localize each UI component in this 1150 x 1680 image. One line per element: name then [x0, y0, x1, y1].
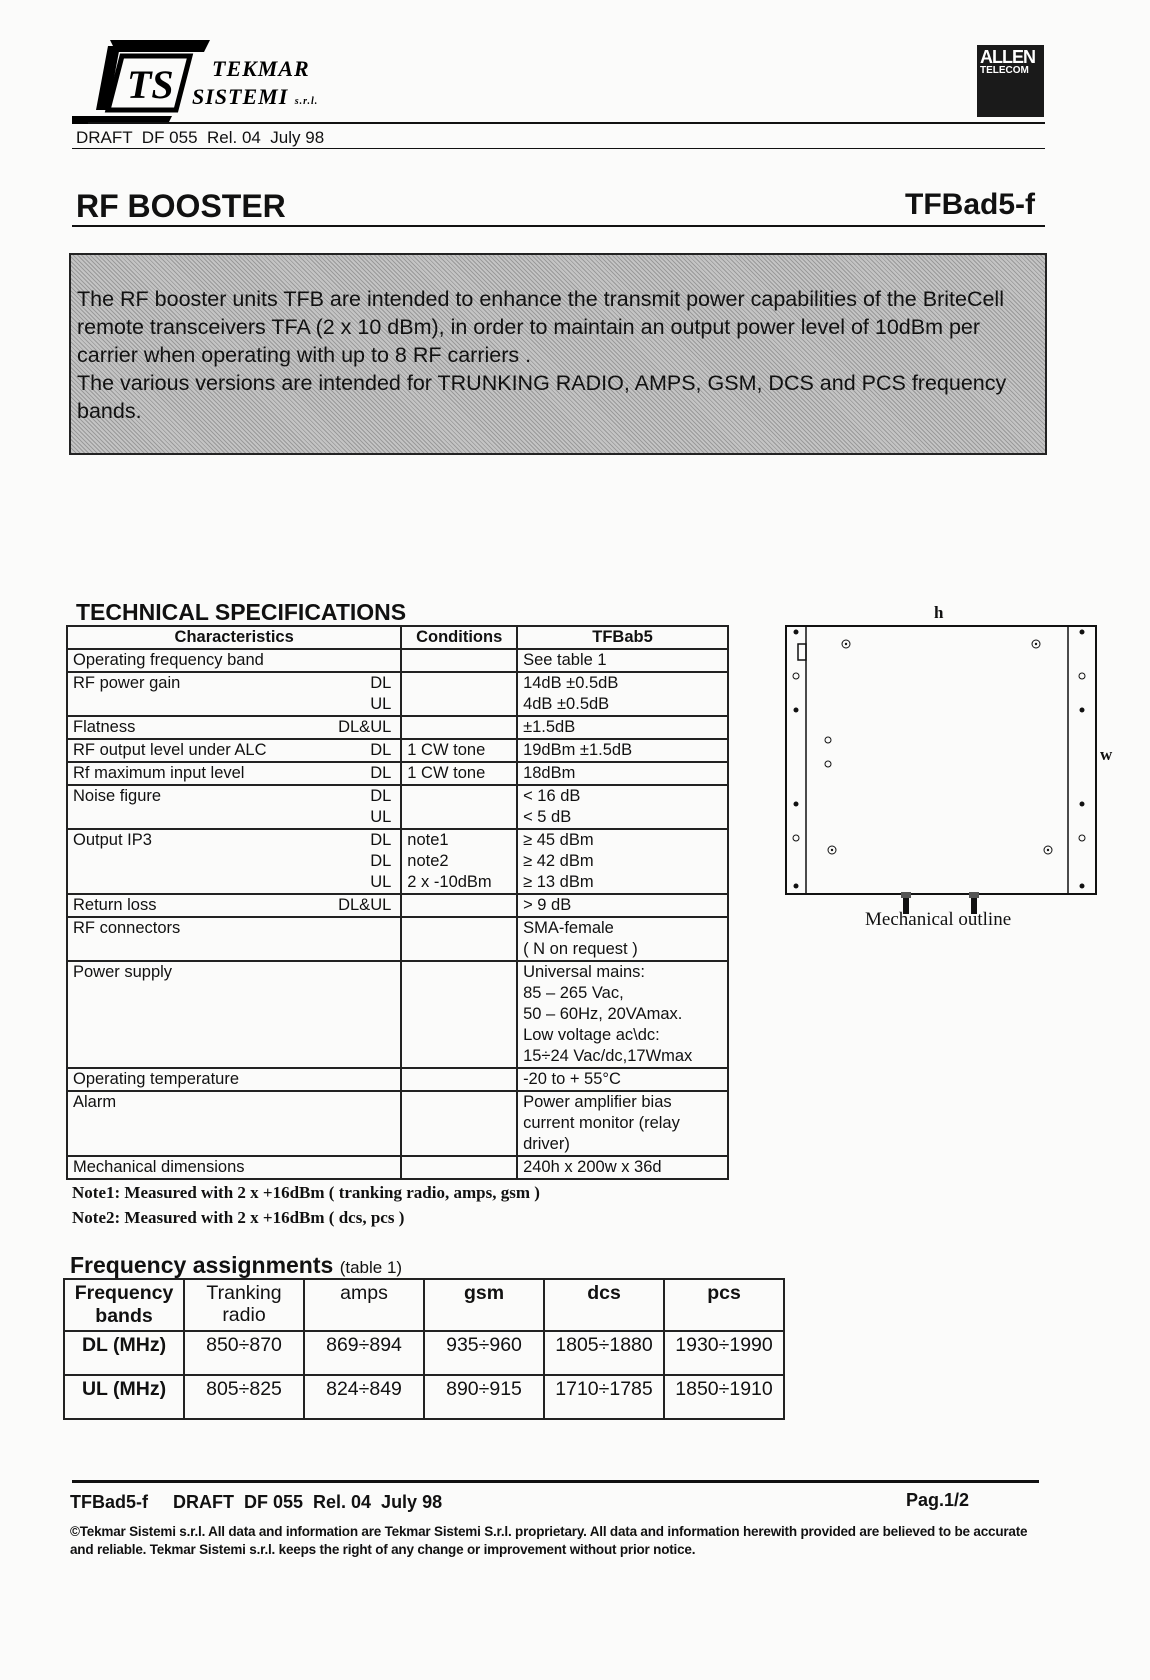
freq-cell: 1805÷1880	[544, 1331, 664, 1375]
copyright-notice: ©Tekmar Sistemi s.r.l. All data and information are Tekmar Sistemi S.r.l. proprietary. All data and information herewith provided are believed to be accurate and reliable. Tekmar Sistemi s.r.l. keeps the right of any change or improvement without prior notice.	[70, 1524, 1028, 1557]
spec-value: < 5 dB	[523, 808, 572, 826]
spec-value: > 9 dB	[523, 896, 572, 914]
spec-link-label: DL	[370, 741, 392, 759]
spec-condition	[407, 717, 511, 738]
spec-condition	[407, 1157, 511, 1178]
frequency-row-dl	[64, 1331, 784, 1375]
spec-value: ≥ 42 dBm	[523, 852, 594, 870]
spec-link-direction	[391, 1157, 395, 1178]
spec-row	[67, 762, 728, 785]
spec-link-direction	[391, 918, 395, 939]
spec-characteristic-name: Alarm	[73, 1093, 117, 1111]
freq-header-bands: Frequency bands	[64, 1279, 184, 1331]
spec-characteristic-cell	[67, 961, 401, 1068]
spec-value-cell	[517, 917, 728, 961]
spec-value: 85 – 265 Vac,	[523, 984, 624, 1002]
tekmar-logo	[72, 38, 332, 124]
spec-characteristic-cell	[67, 1091, 401, 1156]
spec-condition-cell	[401, 672, 517, 716]
spec-value: 14dB ±0.5dB	[523, 674, 619, 692]
spec-col-characteristics: Characteristics	[67, 626, 401, 649]
brand-line1: TEKMAR	[212, 56, 310, 81]
spec-value-cell	[517, 1068, 728, 1091]
spec-value: driver)	[523, 1135, 570, 1153]
header-rule-lower	[72, 148, 1045, 149]
spec-characteristic-name: Operating frequency band	[73, 651, 264, 669]
spec-condition	[407, 962, 511, 983]
spec-row	[67, 672, 728, 716]
spec-value-cell	[517, 739, 728, 762]
freq-band-ul: UL (MHz)	[64, 1375, 184, 1419]
freq-cell: 890÷915	[424, 1375, 544, 1419]
spec-header-row	[67, 626, 728, 649]
spec-condition	[407, 807, 511, 828]
spec-col-conditions: Conditions	[401, 626, 517, 649]
spec-link-label: DL	[370, 831, 392, 849]
page-title: RF BOOSTER	[76, 188, 286, 224]
spec-characteristic-name: Rf maximum input level	[73, 764, 245, 782]
spec-link-direction	[391, 650, 395, 671]
page-number: Pag.1/2	[906, 1490, 970, 1510]
note-1: Note1: Measured with 2 x +16dBm ( tranking radio, amps, gsm )	[72, 1183, 540, 1202]
spec-condition-cell	[401, 1091, 517, 1156]
spec-row	[67, 649, 728, 672]
spec-value: Power amplifier bias	[523, 1093, 672, 1111]
spec-link-label: UL	[370, 873, 392, 891]
footer-rule	[72, 1480, 1039, 1483]
spec-value: 4dB ±0.5dB	[523, 695, 610, 713]
spec-characteristic-cell	[67, 1156, 401, 1179]
spec-row	[67, 785, 728, 829]
spec-characteristic-cell	[67, 716, 401, 739]
spec-value: ≥ 45 dBm	[523, 831, 594, 849]
spec-condition-cell	[401, 1156, 517, 1179]
spec-link-direction	[338, 717, 395, 738]
spec-condition	[407, 918, 511, 939]
spec-link-direction	[391, 1092, 395, 1113]
spec-row	[67, 1156, 728, 1179]
spec-link-direction	[370, 763, 395, 784]
spec-link-label: DL	[370, 852, 392, 870]
spec-value: 50 – 60Hz, 20VAmax.	[523, 1005, 683, 1023]
spec-characteristic-cell	[67, 785, 401, 829]
spec-condition-cell	[401, 649, 517, 672]
spec-value: 15÷24 Vac/dc,17Wmax	[523, 1047, 693, 1065]
spec-characteristic-name: RF output level under ALC	[73, 741, 267, 759]
spec-condition	[407, 1069, 511, 1090]
freq-cell: 850÷870	[184, 1331, 304, 1375]
spec-condition	[407, 895, 511, 916]
spec-condition-cell	[401, 961, 517, 1068]
spec-value: 19dBm ±1.5dB	[523, 741, 633, 759]
spec-link-label: DL&UL	[338, 718, 392, 736]
spec-value-cell	[517, 1156, 728, 1179]
freq-header-dcs: dcs	[544, 1279, 664, 1331]
spec-value-cell	[517, 894, 728, 917]
spec-link-direction	[370, 786, 395, 828]
spec-heading: TECHNICAL SPECIFICATIONS	[76, 599, 407, 625]
intro-paragraph-1: The RF booster units TFB are intended to enhance the transmit power capabilities of the BriteCell remote transceivers TFA (2 x 10 dBm), in order to maintain an output power level of 10dBm per carrier when operating with up to 8 RF carriers .	[77, 287, 1004, 367]
spec-row	[67, 716, 728, 739]
spec-condition: 2 x -10dBm	[407, 873, 492, 891]
freq-header-tranking: Tranking radio	[184, 1279, 304, 1331]
freq-band-dl: DL (MHz)	[64, 1331, 184, 1375]
spec-value-cell	[517, 762, 728, 785]
spec-characteristic-name: Noise figure	[73, 787, 162, 805]
frequency-heading	[70, 1252, 402, 1279]
spec-condition	[407, 650, 511, 671]
spec-value: SMA-female	[523, 919, 614, 937]
spec-characteristic-name: Mechanical dimensions	[73, 1158, 245, 1176]
frequency-header-row	[64, 1279, 784, 1331]
spec-row	[67, 917, 728, 961]
spec-link-label: DL&UL	[338, 896, 392, 914]
footer-reference: TFBad5-f DRAFT DF 055 Rel. 04 July 98	[70, 1492, 443, 1512]
spec-link-direction	[391, 962, 395, 983]
spec-row	[67, 1068, 728, 1091]
freq-header-gsm: gsm	[424, 1279, 544, 1331]
spec-value-cell	[517, 1091, 728, 1156]
spec-value-cell	[517, 785, 728, 829]
spec-value: Universal mains:	[523, 963, 646, 981]
spec-link-label: DL	[370, 674, 392, 692]
freq-header-pcs: pcs	[664, 1279, 784, 1331]
spec-condition-cell	[401, 762, 517, 785]
spec-condition-cell	[401, 829, 517, 894]
note-2: Note2: Measured with 2 x +16dBm ( dcs, pcs )	[72, 1208, 405, 1227]
frequency-row-ul	[64, 1375, 784, 1419]
freq-cell: 869÷894	[304, 1331, 424, 1375]
spec-characteristic-name: RF power gain	[73, 674, 181, 692]
freq-cell: 1930÷1990	[664, 1331, 784, 1375]
spec-value: < 16 dB	[523, 787, 581, 805]
brand-line2	[192, 84, 318, 110]
freq-cell: 1710÷1785	[544, 1375, 664, 1419]
ts-logo-icon	[72, 38, 212, 124]
spec-condition: 1 CW tone	[407, 741, 486, 759]
spec-characteristic-cell	[67, 739, 401, 762]
header-rule	[88, 122, 1045, 124]
spec-condition: note1	[407, 831, 449, 849]
spec-notes	[72, 1180, 540, 1230]
spec-characteristic-name: Flatness	[73, 718, 136, 736]
freq-cell: 805÷825	[184, 1375, 304, 1419]
spec-characteristic-name: Operating temperature	[73, 1070, 240, 1088]
allen-logo-bottom: TELECOM	[980, 65, 1029, 76]
spec-value: See table 1	[523, 651, 607, 669]
spec-row	[67, 1091, 728, 1156]
freq-cell: 935÷960	[424, 1331, 544, 1375]
spec-value: 18dBm	[523, 764, 576, 782]
spec-row	[67, 739, 728, 762]
spec-condition-cell	[401, 894, 517, 917]
spec-value: -20 to + 55°C	[523, 1070, 621, 1088]
freq-header-amps: amps	[304, 1279, 424, 1331]
spec-condition: note2	[407, 852, 449, 870]
spec-link-label: UL	[370, 808, 392, 826]
spec-value: ≥ 13 dBm	[523, 873, 594, 891]
mechanical-outline-caption: Mechanical outline	[865, 909, 1012, 930]
spec-link-direction	[370, 673, 395, 715]
title-rule	[72, 225, 1045, 227]
intro-box	[69, 253, 1047, 455]
spec-condition-cell	[401, 1068, 517, 1091]
spec-characteristic-cell	[67, 829, 401, 894]
spec-value: 240h x 200w x 36d	[523, 1158, 662, 1176]
spec-characteristic-name: RF connectors	[73, 919, 181, 937]
spec-link-label: DL	[370, 787, 392, 805]
frequency-heading-text: Frequency assignments	[70, 1252, 334, 1278]
draft-reference: DRAFT DF 055 Rel. 04 July 98	[76, 128, 325, 147]
spec-row	[67, 894, 728, 917]
spec-condition	[407, 673, 511, 694]
spec-link-direction	[391, 1069, 395, 1090]
spec-characteristic-name: Return loss	[73, 896, 157, 914]
spec-body	[67, 649, 728, 1179]
spec-table	[66, 625, 729, 1180]
spec-row	[67, 961, 728, 1068]
spec-condition	[407, 786, 511, 807]
spec-condition-cell	[401, 716, 517, 739]
spec-condition-cell	[401, 785, 517, 829]
model-code: TFBad5-f	[905, 188, 1035, 221]
allen-telecom-logo	[977, 45, 1044, 117]
spec-link-label: UL	[370, 695, 392, 713]
spec-characteristic-cell	[67, 917, 401, 961]
freq-cell: 824÷849	[304, 1375, 424, 1419]
spec-value: Low voltage ac\dc:	[523, 1026, 660, 1044]
spec-value-cell	[517, 716, 728, 739]
spec-value-cell	[517, 961, 728, 1068]
spec-link-direction	[370, 830, 395, 893]
frequency-table	[63, 1278, 785, 1420]
spec-value-cell	[517, 649, 728, 672]
spec-characteristic-name: Power supply	[73, 963, 173, 981]
spec-condition	[407, 694, 511, 715]
mechanical-outline-drawing	[784, 604, 1114, 934]
spec-condition	[407, 1092, 511, 1113]
spec-condition-cell	[401, 917, 517, 961]
spec-value: ±1.5dB	[523, 718, 576, 736]
spec-link-direction	[338, 895, 395, 916]
spec-row	[67, 829, 728, 894]
spec-characteristic-cell	[67, 894, 401, 917]
brand-suffix: s.r.l.	[294, 96, 319, 107]
spec-characteristic-cell	[67, 649, 401, 672]
allen-logo-top: ALLEN	[980, 47, 1035, 67]
brand-name-2: SISTEMI	[192, 84, 289, 109]
intro-paragraph-2: The various versions are intended for TRUNKING RADIO, AMPS, GSM, DCS and PCS frequency bands.	[77, 371, 1007, 423]
spec-value-cell	[517, 829, 728, 894]
dimension-label-h: h	[934, 603, 944, 622]
svg-text:TS: TS	[127, 62, 174, 107]
spec-characteristic-cell	[67, 1068, 401, 1091]
spec-value: current monitor (relay	[523, 1114, 680, 1132]
spec-link-direction	[370, 740, 395, 761]
spec-value-cell	[517, 672, 728, 716]
spec-condition-cell	[401, 739, 517, 762]
spec-characteristic-cell	[67, 762, 401, 785]
dimension-label-w: w	[1100, 745, 1113, 764]
freq-cell: 1850÷1910	[664, 1375, 784, 1419]
frequency-heading-suffix: (table 1)	[339, 1258, 403, 1277]
spec-value: ( N on request )	[523, 940, 638, 958]
spec-characteristic-cell	[67, 672, 401, 716]
spec-condition: 1 CW tone	[407, 764, 486, 782]
spec-characteristic-name: Output IP3	[73, 831, 152, 849]
spec-col-value: TFBab5	[517, 626, 728, 649]
spec-link-label: DL	[370, 764, 392, 782]
